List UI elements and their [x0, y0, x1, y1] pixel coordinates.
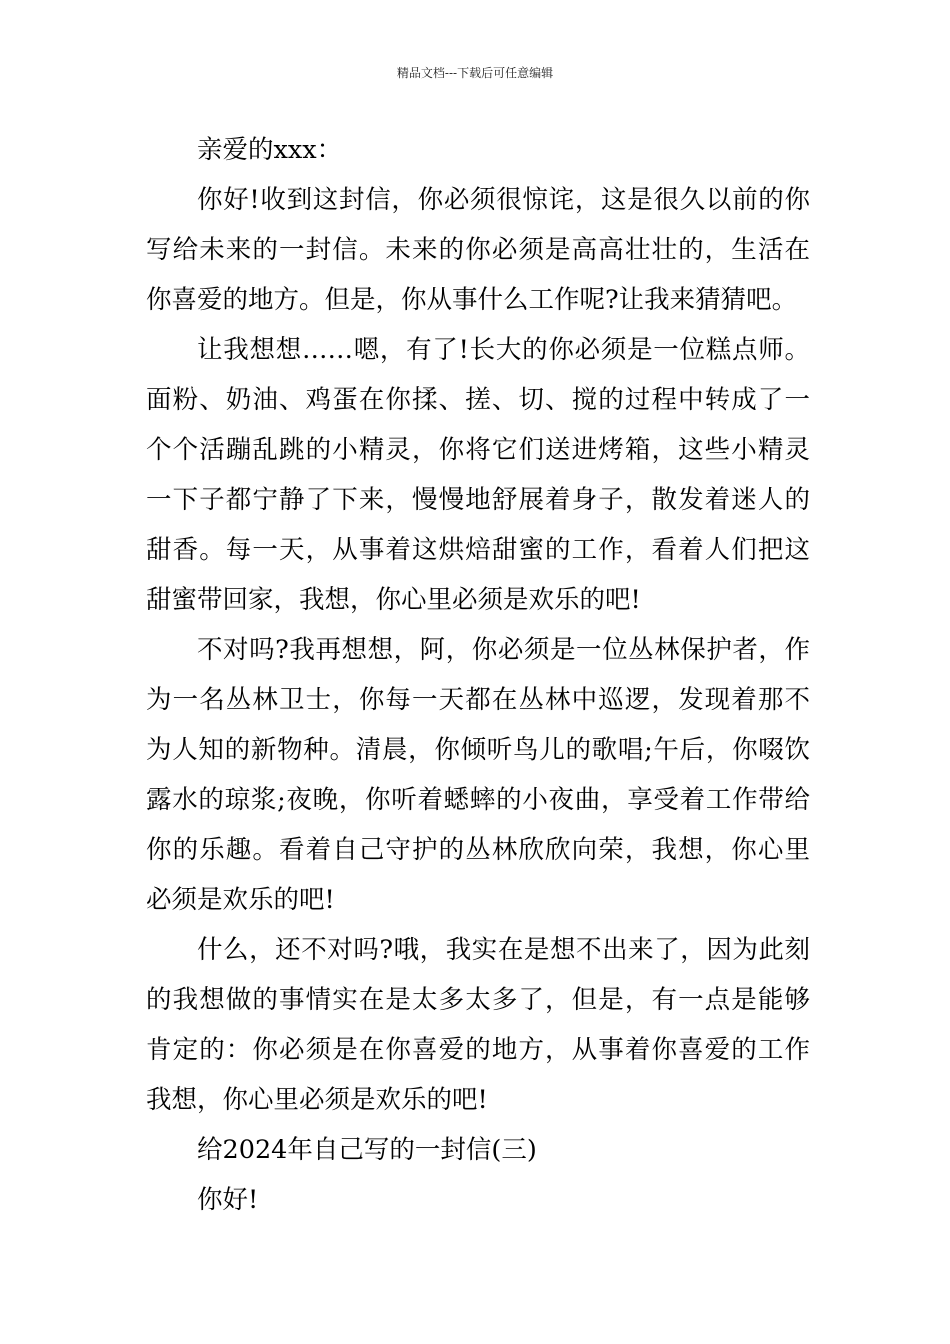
text-line: 你的乐趣。看着自己守护的丛林欣欣向荣，我想，你心里 — [146, 835, 810, 865]
text-line: 一下子都宁静了下来，慢慢地舒展着身子，散发着迷人的 — [146, 485, 810, 515]
text-line: 肯定的：你必须是在你喜爱的地方，从事着你喜爱的工作 — [146, 1035, 810, 1065]
text-line: 为人知的新物种。清晨，你倾听鸟儿的歌唱;午后，你啜饮 — [146, 735, 810, 765]
text-line: 亲爱的xxx： — [197, 135, 343, 165]
text-line: 甜香。每一天，从事着这烘焙甜蜜的工作，看着人们把这 — [146, 535, 810, 565]
text-line: 让我想想……嗯，有了!长大的你必须是一位糕点师。 — [197, 335, 810, 365]
text-line: 你好! — [197, 1185, 259, 1215]
text-line: 甜蜜带回家，我想，你心里必须是欢乐的吧! — [146, 585, 641, 615]
text-line: 给2024年自己写的一封信(三) — [197, 1135, 537, 1165]
text-line: 什么，还不对吗?哦，我实在是想不出来了，因为此刻 — [197, 935, 810, 965]
text-line: 的我想做的事情实在是太多太多了，但是，有一点是能够 — [146, 985, 810, 1015]
text-line: 你喜爱的地方。但是，你从事什么工作呢?让我来猜猜吧。 — [146, 285, 798, 315]
letter-body — [146, 125, 810, 1225]
text-line: 个个活蹦乱跳的小精灵，你将它们送进烤箱，这些小精灵 — [146, 435, 810, 465]
text-line: 写给未来的一封信。未来的你必须是高高壮壮的，生活在 — [146, 235, 810, 265]
text-line: 我想，你心里必须是欢乐的吧! — [146, 1085, 488, 1115]
page-header: 精品文档---下载后可任意编辑 — [396, 66, 554, 80]
text-line: 露水的琼浆;夜晚，你听着蟋蟀的小夜曲，享受着工作带给 — [146, 785, 810, 815]
text-line: 面粉、奶油、鸡蛋在你揉、搓、切、搅的过程中转成了一 — [146, 385, 810, 415]
text-line: 必须是欢乐的吧! — [146, 885, 335, 915]
text-line: 你好!收到这封信，你必须很惊诧，这是很久以前的你 — [197, 185, 810, 215]
text-line: 为一名丛林卫士，你每一天都在丛林中巡逻，发现着那不 — [146, 685, 810, 715]
text-line: 不对吗?我再想想，阿，你必须是一位丛林保护者，作 — [197, 635, 810, 665]
